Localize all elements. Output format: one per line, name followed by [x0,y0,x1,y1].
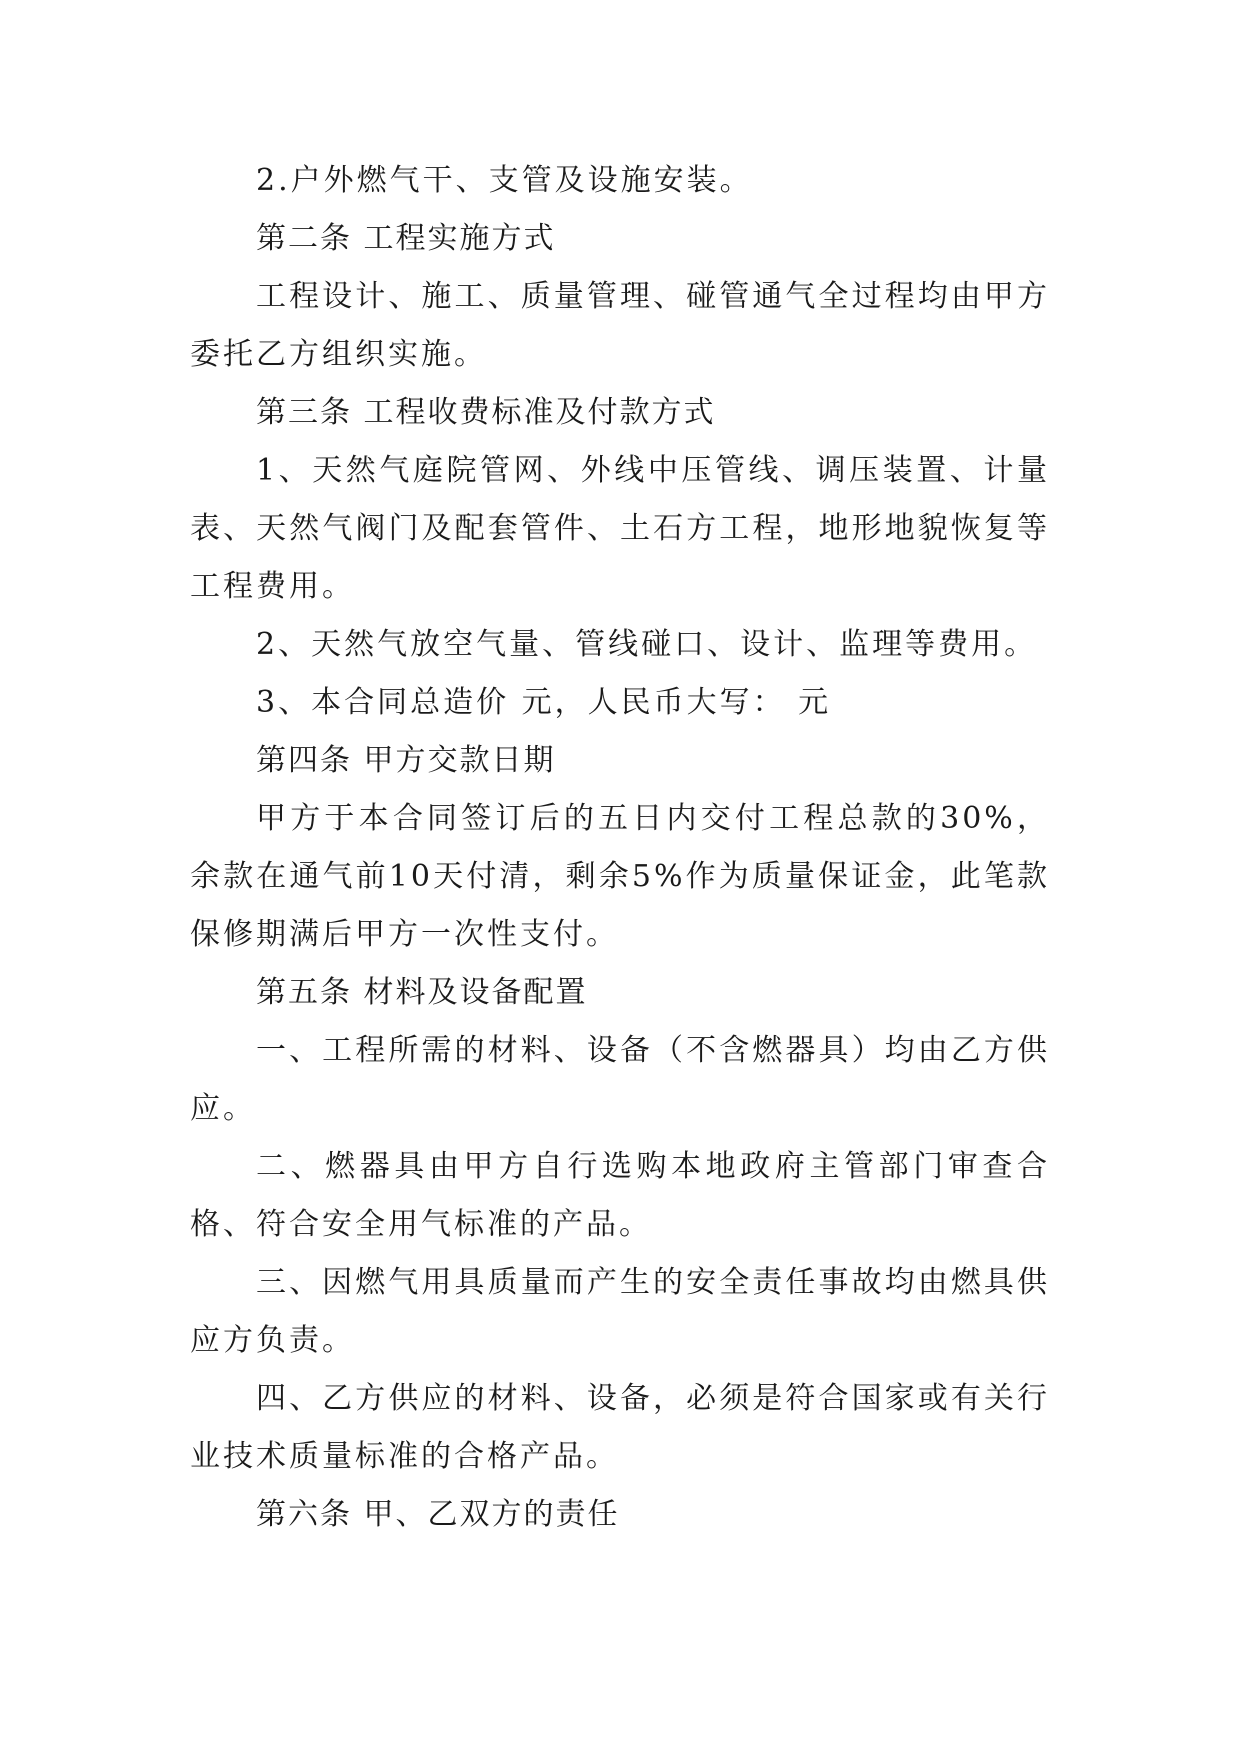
article-5-item-2: 二、燃器具由甲方自行选购本地政府主管部门审查合格、符合安全用气标准的产品。 [190,1149,1050,1242]
article-5-item-4: 四、乙方供应的材料、设备，必须是符合国家或有关行业技术质量标准的合格产品。 [190,1381,1050,1474]
article-3-item-3: 3、本合同总造价 元，人民币大写： 元 [256,685,832,720]
article-3-item-1: 1、天然气庭院管网、外线中压管线、调压装置、计量表、天然气阀门及配套管件、土石方工程，地形地貌恢复等工程费用。 [190,453,1050,604]
article-4-heading: 第四条 甲方交款日期 [256,743,556,778]
article-2-heading: 第二条 工程实施方式 [256,221,556,256]
paragraph-item-2: 2.户外燃气干、支管及设施安装。 [256,163,753,198]
article-5-heading: 第五条 材料及设备配置 [256,975,588,1010]
article-3-item-2: 2、天然气放空气量、管线碰口、设计、监理等费用。 [256,627,1038,662]
article-2-paragraph: 工程设计、施工、质量管理、碰管通气全过程均由甲方委托乙方组织实施。 [190,279,1050,372]
article-4-paragraph: 甲方于本合同签订后的五日内交付工程总款的30%，余款在通气前10天付清，剩余5%作为质量保证金，此笔款保修期满后甲方一次性支付。 [190,801,1050,952]
article-5-item-3: 三、因燃气用具质量而产生的安全责任事故均由燃具供应方负责。 [190,1265,1050,1358]
article-3-heading: 第三条 工程收费标准及付款方式 [256,395,716,430]
article-6-heading: 第六条 甲、乙双方的责任 [256,1497,620,1532]
article-5-item-1: 一、工程所需的材料、设备（不含燃器具）均由乙方供应。 [190,1033,1050,1126]
document-body [190,152,1050,1544]
